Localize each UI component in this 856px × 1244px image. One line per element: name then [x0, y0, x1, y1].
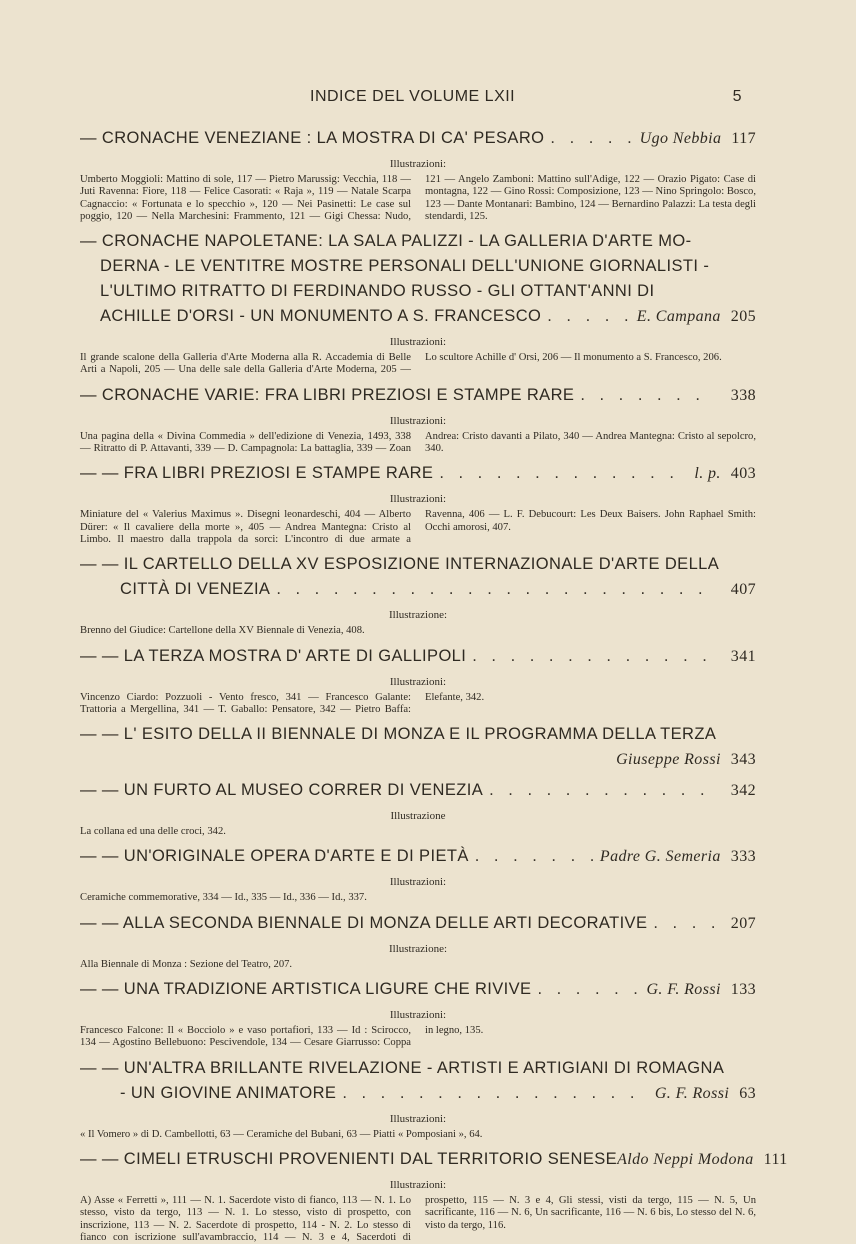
entry-page: 407 — [730, 581, 756, 599]
illustrations-label: Illustrazioni: — [389, 336, 447, 349]
entry-title: — CRONACHE NAPOLETANE: LA SALA PALIZZI - LA GALLERIA D'ARTE MO- DERNA - LE VENTITRE MOSTRE PERSONALI DELL'UNIONE GIORNALISTI - L'ULTIMO RITRATTO DI FERDINANDO RUSSO - GLI OTTANT'ANNI DI ACHILLE D'ORSI - UN MONUMENTO A S. FRANCESCO . . . E. Campana 205 — [80, 229, 756, 329]
illustrations-label: Illustrazioni: — [389, 493, 447, 506]
index-entry — [80, 722, 756, 772]
entry-title: — — L' ESITO DELLA II BIENNALE DI MONZA E IL PROGRAMMA DELLA TERZA Giuseppe Rossi 343 — [80, 722, 756, 772]
entry-author: Giuseppe Rossi — [616, 751, 721, 769]
entry-page: 207 — [730, 914, 756, 932]
index-entry — [80, 461, 756, 546]
entry-author: Ugo Nebbia — [639, 130, 722, 147]
entry-page: 343 — [730, 751, 756, 769]
entry-author: l. p. — [694, 465, 721, 483]
illustrations-label: Illustrazione — [390, 810, 446, 823]
leader-dots — [472, 644, 715, 669]
header-title: INDICE DEL VOLUME LXII — [310, 88, 516, 105]
entry-author: Aldo Neppi Modona — [617, 1150, 754, 1168]
leader-dots — [580, 383, 714, 408]
illustrations-label: Illustrazioni: — [389, 675, 447, 688]
entry-page: 111 — [763, 1150, 788, 1168]
entry-page: 63 — [739, 1084, 756, 1102]
illustrations-label: Illustrazioni: — [389, 414, 447, 427]
illustrations-label: Illustrazioni: — [389, 1009, 447, 1022]
leader-dots — [489, 778, 715, 803]
illustrations-text: Il grande scalone della Galleria d'Arte Moderna alla R. Accademia di Belle Arti a Napoli, 205 — Una delle sale della Galleria d'Arte Moderna, 205 — Lo scultore Achille d' Orsi, 206 — Il monumento a S. Francesco, 206. — [80, 352, 722, 376]
index-entry — [80, 911, 756, 971]
leader-dots — [475, 844, 594, 869]
leader-dots — [276, 577, 714, 602]
entry-title: — — LA TERZA MOSTRA D' ARTE DI GALLIPOLI . . . 341 — [80, 644, 756, 669]
leader-dots — [550, 126, 633, 151]
index-entry — [80, 644, 756, 717]
index-entry — [80, 383, 756, 456]
entry-page: 338 — [730, 386, 756, 404]
entry-title: — — FRA LIBRI PREZIOSI E STAMPE RARE . . . l. p. 403 — [80, 461, 756, 486]
entry-page: 341 — [730, 647, 756, 665]
index-entry — [80, 126, 756, 223]
entry-title: — CRONACHE VARIE: FRA LIBRI PREZIOSI E STAMPE RARE . . . 338 — [80, 383, 756, 408]
illustrations-text: Alla Biennale di Monza : Sezione del Teatro, 207. — [80, 958, 293, 970]
illustrations-text: Una pagina della « Divina Commedia » dell'edizione di Venezia, 1493, 338 — Ritratto di P. Attavanti, 339 — D. Campagnola: La battaglia, 339 — Zoan Andrea: Cristo davanti a Pilato, 340 — Andrea Mantegna: Cristo al sepolcro, 340. — [80, 430, 756, 455]
entry-author: G. F. Rossi — [654, 1084, 730, 1102]
entry-page: 333 — [730, 848, 756, 866]
index-entry — [80, 229, 756, 377]
entry-title: — — ALLA SECONDA BIENNALE DI MONZA DELLE ARTI DECORATIVE . . . 207 — [80, 911, 756, 936]
illustrations-label: Illustrazioni: — [389, 158, 447, 170]
leader-dots — [439, 461, 688, 486]
illustrations-text: Ceramiche commemorative, 334 — Id., 335 — Id., 336 — Id., 337. — [80, 892, 367, 904]
illustrations-text: Umberto Moggioli: Mattino di sole, 117 — Pietro Marussig: Vecchia, 118 — Juti Ravenna: Fiore, 118 — Felice Casorati: « Raja », 119 — Natale Scarpa Cagnaccio: « Fortunata e lo specchio », 120 — Nei Pasinetti: Le case sul poggio, 120 — Nella Marchesini: Frammento, 121 — Gigi Chessa: Nudo, 121 — Angelo Zamboni: Mattino sull'Adige, 122 — Orazio Pigato: Case di montagna, 122 — Gino Rossi: Composizione, 123 — Nino Springolo: Bosco, 123 — Dante Montanari: Bambino, 124 — Bernardino Palazzi: La testa degli stendardi, 125. — [80, 174, 756, 222]
entry-title: — — UN FURTO AL MUSEO CORRER DI VENEZIA . . . 342 — [80, 778, 756, 803]
leader-dots — [537, 977, 640, 1002]
entry-author: G. F. Rossi — [646, 981, 721, 999]
entry-author: E. Campana — [636, 308, 721, 326]
leader-dots — [342, 1081, 649, 1106]
index-entry — [80, 778, 756, 838]
entry-page: 403 — [730, 465, 756, 483]
illustrations-label: Illustrazioni: — [389, 876, 447, 889]
illustrations-text: Brenno del Giudice: Cartellone della XV Biennale di Venezia, 408. — [80, 625, 365, 637]
illustrations-text: « Il Vomero » di D. Cambellotti, 63 — Ceramiche del Bubani, 63 — Piatti « Pomposiani », 64. — [80, 1128, 483, 1140]
entry-author: Padre G. Semeria — [599, 848, 721, 866]
illustrations-text: Francesco Falcone: Il « Bocciolo » e vaso portafiori, 133 — Id : Scirocco, 134 — Agostino Bellebuono: Pescivendole, 134 — Cesare Giarrusso: Coppa in legno, 135. — [80, 1025, 484, 1049]
leader-dots — [653, 911, 714, 936]
entry-title: — — CIMELI ETRUSCHI PROVENIENTI DAL TERRITORIO SENESE Aldo Neppi Modona 111 — [80, 1147, 756, 1172]
entry-title: — — IL CARTELLO DELLA XV ESPOSIZIONE INTERNAZIONALE D'ARTE DELLA CITTÀ DI VENEZIA . . . 407 — [80, 552, 756, 602]
index-content — [80, 120, 788, 1244]
entry-page: 117 — [731, 130, 756, 147]
illustrations-label: Illustrazione: — [388, 942, 448, 955]
leader-dots — [547, 304, 631, 329]
index-entry — [80, 1147, 788, 1244]
entry-page: 133 — [730, 981, 756, 999]
entry-title: — — UN'ALTRA BRILLANTE RIVELAZIONE - ARTISTI E ARTIGIANI DI ROMAGNA - UN GIOVINE ANIMATORE . . . G. F. Rossi 63 — [80, 1056, 756, 1106]
entry-page: 342 — [730, 782, 756, 800]
index-entry — [80, 1056, 756, 1141]
entry-title: — — UN'ORIGINALE OPERA D'ARTE E DI PIETÀ . . . Padre G. Semeria 333 — [80, 844, 756, 869]
header-page-number: 5 — [732, 88, 742, 105]
index-entry — [80, 844, 756, 904]
illustrations-label: Illustrazioni: — [389, 1178, 447, 1191]
illustrations-label: Illustrazione: — [388, 609, 448, 622]
illustrations-text: Miniature del « Valerius Maximus ». Disegni leonardeschi, 404 — Alberto Dürer: « Il cavaliere della morte », 405 — Andrea Mantegna: Cristo al Limbo. Il maestro dalla trappola da sorci: L'incontro di due armate a Ravenna, 406 — L. F. Debucourt: Les Deux Baisers. John Raphael Smith: Occhi amorosi, 407. — [80, 509, 756, 545]
illustrations-text: La collana ed una delle croci, 342. — [80, 826, 226, 838]
illustrations-label: Illustrazioni: — [389, 1112, 447, 1125]
entry-title: — — UNA TRADIZIONE ARTISTICA LIGURE CHE RIVIVE . . . G. F. Rossi 133 — [80, 977, 756, 1002]
page-header — [310, 88, 756, 106]
index-entry — [80, 977, 756, 1050]
illustrations-text: A) Asse « Ferretti », 111 — N. 1. Sacerdote visto di fianco, 113 — N. 1. Lo stesso, visto da tergo, 113 — N. 1. Lo stesso, visto di prospetto, con inscrizione, 113 — N. 2. Sacerdote di prospetto, 114 - N. 2. Lo stesso di fianco con iscrizione sull'avambraccio, 114 — N. 3 e 4, Sacerdoti di prospetto, 115 — N. 3 e 4, Gli stessi, visti da tergo, 115 — N. 5, Un sacrificante, 116 — N. 6, Un sacrificante, 116 — N. 6 bis, Lo stesso del N. 6, visto da tergo, 116. — [80, 1194, 756, 1243]
illustrations-text: Vincenzo Ciardo: Pozzuoli - Vento fresco, 341 — Francesco Galante: Trattoria a Mergellina, 341 — T. Gaballo: Pensatore, 342 — Pietro Baffa: Elefante, 342. — [80, 691, 485, 715]
entry-title: — CRONACHE VENEZIANE : LA MOSTRA DI CA' PESARO . . . Ugo Nebbia 117 — [80, 126, 756, 151]
entry-page: 205 — [730, 308, 756, 326]
index-entry — [80, 552, 756, 637]
